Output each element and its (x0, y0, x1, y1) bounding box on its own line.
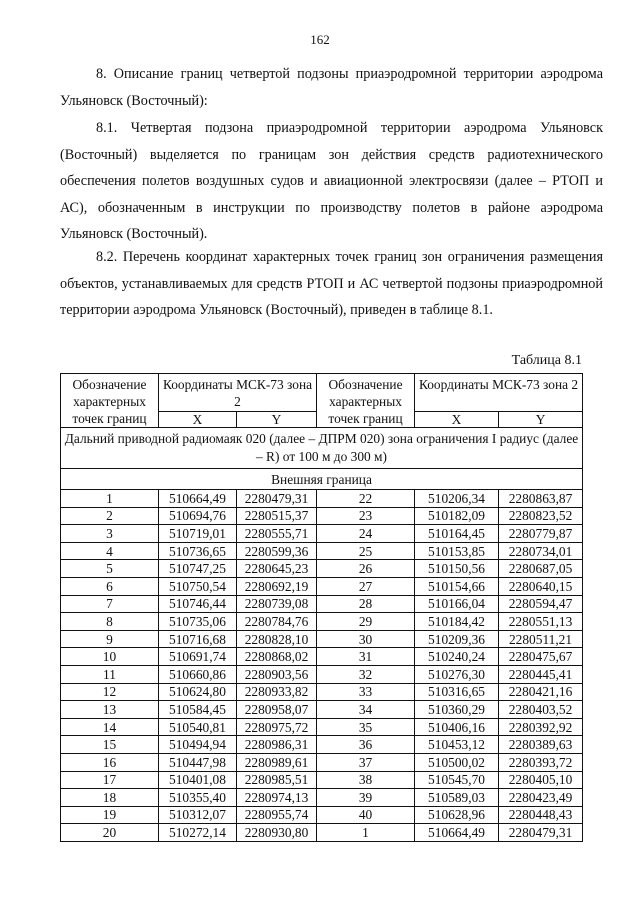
cell-y-left: 2280989,61 (237, 753, 317, 771)
cell-x-left: 510747,25 (159, 560, 237, 578)
cell-x-left: 510736,65 (159, 542, 237, 560)
cell-y-right: 2280779,87 (499, 525, 583, 543)
coordinates-table (60, 373, 583, 842)
cell-y-left: 2280903,56 (237, 665, 317, 683)
cell-y-right: 2280445,41 (499, 665, 583, 683)
cell-x-left: 510584,45 (159, 701, 237, 719)
cell-point-left: 19 (61, 806, 159, 824)
cell-x-right: 510209,36 (415, 630, 499, 648)
section-heading: 8. Описание границ четвертой подзоны приаэродромной территории аэродрома Ульяновск (Восточный): (60, 66, 603, 109)
cell-point-right: 34 (317, 701, 415, 719)
cell-point-left: 7 (61, 595, 159, 613)
cell-y-right: 2280393,72 (499, 753, 583, 771)
cell-y-right: 2280640,15 (499, 577, 583, 595)
cell-x-right: 510154,66 (415, 577, 499, 595)
cell-x-right: 510664,49 (415, 824, 499, 842)
table-row (61, 490, 583, 508)
cell-y-right: 2280389,63 (499, 736, 583, 754)
table-row (61, 542, 583, 560)
cell-point-right: 29 (317, 613, 415, 631)
table-caption: Таблица 8.1 (511, 353, 582, 368)
cell-y-right: 2280734,01 (499, 542, 583, 560)
cell-y-right: 2280405,10 (499, 771, 583, 789)
cell-y-right: 2280594,47 (499, 595, 583, 613)
cell-x-left: 510716,68 (159, 630, 237, 648)
cell-y-left: 2280828,10 (237, 630, 317, 648)
zone-title: Дальний приводной радиомаяк 020 (далее – ДПРМ 020) зона ограничения I радиус (далее – R) от 100 м до 300 м) (61, 428, 583, 469)
cell-point-right: 24 (317, 525, 415, 543)
cell-x-left: 510691,74 (159, 648, 237, 666)
cell-y-right: 2280423,49 (499, 789, 583, 807)
table-row (61, 824, 583, 842)
cell-y-left: 2280958,07 (237, 701, 317, 719)
table-row (61, 665, 583, 683)
cell-point-right: 28 (317, 595, 415, 613)
cell-point-left: 15 (61, 736, 159, 754)
cell-point-left: 8 (61, 613, 159, 631)
cell-y-right: 2280479,31 (499, 824, 583, 842)
cell-x-right: 510166,04 (415, 595, 499, 613)
cell-point-left: 14 (61, 718, 159, 736)
cell-x-left: 510664,49 (159, 490, 237, 508)
header-y-left: Y (237, 412, 317, 428)
cell-y-left: 2280986,31 (237, 736, 317, 754)
cell-y-right: 2280475,67 (499, 648, 583, 666)
cell-x-right: 510545,70 (415, 771, 499, 789)
cell-point-right: 23 (317, 507, 415, 525)
cell-x-right: 510182,09 (415, 507, 499, 525)
cell-point-right: 33 (317, 683, 415, 701)
cell-point-left: 5 (61, 560, 159, 578)
cell-point-left: 9 (61, 630, 159, 648)
cell-point-right: 1 (317, 824, 415, 842)
cell-y-left: 2280645,23 (237, 560, 317, 578)
cell-point-left: 17 (61, 771, 159, 789)
cell-x-right: 510164,45 (415, 525, 499, 543)
header-x-left: X (159, 412, 237, 428)
cell-point-right: 26 (317, 560, 415, 578)
cell-point-right: 35 (317, 718, 415, 736)
cell-x-left: 510312,07 (159, 806, 237, 824)
cell-x-left: 510447,98 (159, 753, 237, 771)
cell-point-left: 2 (61, 507, 159, 525)
cell-point-left: 16 (61, 753, 159, 771)
cell-point-left: 3 (61, 525, 159, 543)
cell-point-left: 10 (61, 648, 159, 666)
cell-y-right: 2280551,13 (499, 613, 583, 631)
cell-point-right: 39 (317, 789, 415, 807)
cell-x-left: 510624,80 (159, 683, 237, 701)
header-point-right: Обозначение характерных точек границ (317, 374, 415, 428)
cell-y-right: 2280403,52 (499, 701, 583, 719)
cell-x-right: 510150,56 (415, 560, 499, 578)
page-number: 162 (310, 32, 330, 47)
cell-point-right: 36 (317, 736, 415, 754)
cell-x-left: 510750,54 (159, 577, 237, 595)
cell-x-right: 510589,03 (415, 789, 499, 807)
cell-y-right: 2280392,92 (499, 718, 583, 736)
cell-y-left: 2280739,08 (237, 595, 317, 613)
cell-y-left: 2280692,19 (237, 577, 317, 595)
cell-x-left: 510355,40 (159, 789, 237, 807)
cell-x-right: 510153,85 (415, 542, 499, 560)
cell-y-left: 2280975,72 (237, 718, 317, 736)
cell-x-right: 510406,16 (415, 718, 499, 736)
cell-y-right: 2280448,43 (499, 806, 583, 824)
paragraph-8-2: 8.2. Перечень координат характерных точек границ зон ограничения размещения объектов, устанавливаемых для средств РТОП и АС четвертой подзоны приаэродромной территории аэродрома Ульяновск (Восточный), приведен в таблице 8.1. (60, 249, 603, 318)
cell-y-left: 2280784,76 (237, 613, 317, 631)
header-x-right: X (415, 412, 499, 428)
cell-y-right: 2280687,05 (499, 560, 583, 578)
cell-x-right: 510360,29 (415, 701, 499, 719)
cell-y-left: 2280479,31 (237, 490, 317, 508)
cell-x-left: 510272,14 (159, 824, 237, 842)
cell-y-right: 2280511,21 (499, 630, 583, 648)
header-point-left: Обозначение характерных точек границ (61, 374, 159, 428)
cell-point-right: 22 (317, 490, 415, 508)
cell-point-right: 40 (317, 806, 415, 824)
cell-point-right: 27 (317, 577, 415, 595)
cell-y-right: 2280421,16 (499, 683, 583, 701)
cell-y-left: 2280974,13 (237, 789, 317, 807)
cell-point-right: 37 (317, 753, 415, 771)
table-row (61, 525, 583, 543)
cell-point-left: 12 (61, 683, 159, 701)
cell-x-right: 510628,96 (415, 806, 499, 824)
table-row (61, 771, 583, 789)
cell-point-left: 11 (61, 665, 159, 683)
table-row (61, 613, 583, 631)
table-row (61, 577, 583, 595)
table-row (61, 701, 583, 719)
cell-y-left: 2280985,51 (237, 771, 317, 789)
cell-y-left: 2280930,80 (237, 824, 317, 842)
cell-point-left: 20 (61, 824, 159, 842)
cell-point-left: 13 (61, 701, 159, 719)
cell-y-left: 2280515,37 (237, 507, 317, 525)
cell-x-right: 510500,02 (415, 753, 499, 771)
cell-point-right: 30 (317, 630, 415, 648)
table-row (61, 753, 583, 771)
cell-x-left: 510694,76 (159, 507, 237, 525)
table-row (61, 736, 583, 754)
cell-x-right: 510240,24 (415, 648, 499, 666)
cell-point-right: 38 (317, 771, 415, 789)
cell-y-left: 2280555,71 (237, 525, 317, 543)
header-y-right: Y (499, 412, 583, 428)
cell-x-left: 510401,08 (159, 771, 237, 789)
table-row (61, 507, 583, 525)
table-row (61, 789, 583, 807)
table-row (61, 806, 583, 824)
cell-y-right: 2280863,87 (499, 490, 583, 508)
cell-x-left: 510719,01 (159, 525, 237, 543)
cell-x-right: 510184,42 (415, 613, 499, 631)
cell-x-left: 510660,86 (159, 665, 237, 683)
cell-y-left: 2280868,02 (237, 648, 317, 666)
cell-point-right: 32 (317, 665, 415, 683)
cell-point-left: 6 (61, 577, 159, 595)
cell-x-left: 510540,81 (159, 718, 237, 736)
cell-point-right: 25 (317, 542, 415, 560)
table-row (61, 595, 583, 613)
cell-y-left: 2280955,74 (237, 806, 317, 824)
cell-point-left: 4 (61, 542, 159, 560)
cell-x-left: 510735,06 (159, 613, 237, 631)
cell-y-left: 2280599,36 (237, 542, 317, 560)
cell-x-left: 510746,44 (159, 595, 237, 613)
cell-x-right: 510316,65 (415, 683, 499, 701)
cell-point-left: 1 (61, 490, 159, 508)
boundary-subsection: Внешняя граница (61, 469, 583, 490)
cell-x-right: 510453,12 (415, 736, 499, 754)
cell-point-left: 18 (61, 789, 159, 807)
cell-x-left: 510494,94 (159, 736, 237, 754)
table-row (61, 718, 583, 736)
cell-x-right: 510276,30 (415, 665, 499, 683)
cell-point-right: 31 (317, 648, 415, 666)
cell-y-right: 2280823,52 (499, 507, 583, 525)
header-coords-right: Координаты МСК-73 зона 2 (415, 374, 583, 412)
table-row (61, 630, 583, 648)
table-row (61, 683, 583, 701)
table-row (61, 560, 583, 578)
cell-y-left: 2280933,82 (237, 683, 317, 701)
paragraph-8-1: 8.1. Четвертая подзона приаэродромной территории аэродрома Ульяновск (Восточный) выделяется по границам зон действия средств радиотехнического обеспечения полетов воздушных судов и авиационной электросвязи (далее – РТОП и АС), обозначенным в инструкции по производству полетов в районе аэродрома Ульяновск (Восточный). (60, 120, 603, 242)
header-coords-left: Координаты МСК-73 зона 2 (159, 374, 317, 412)
cell-x-right: 510206,34 (415, 490, 499, 508)
table-row (61, 648, 583, 666)
